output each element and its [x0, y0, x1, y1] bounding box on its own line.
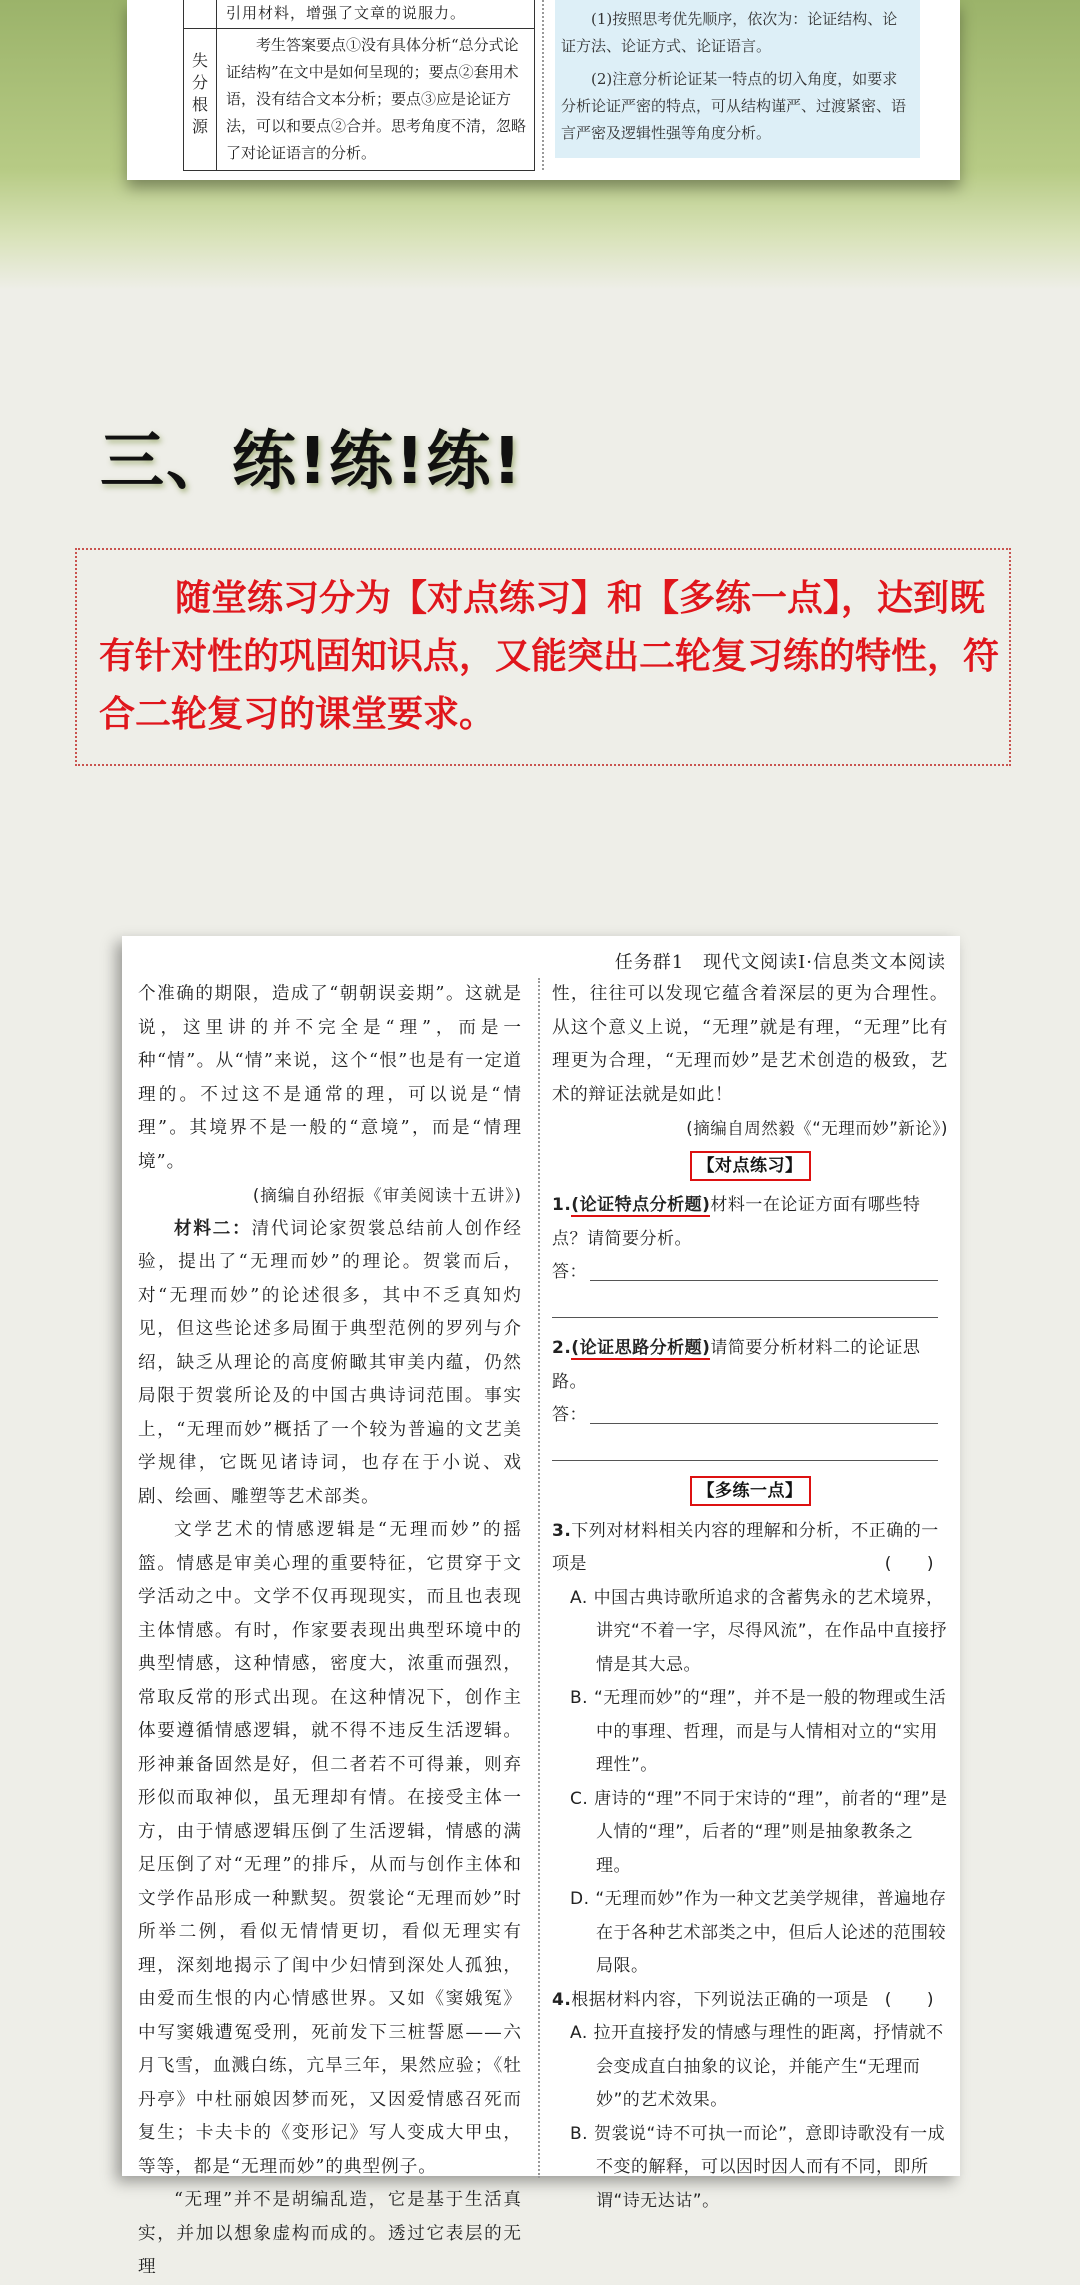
question-text: 根据材料内容，下列说法正确的一项是 — [571, 1989, 869, 2010]
source-citation: (摘编自孙绍振《审美阅读十五讲》) — [252, 1186, 522, 1205]
question-number: 4. — [552, 1989, 572, 2010]
option-b: B. “无理而妙”的“理”，并不是一般的物理或生活中的事理、哲理，而是与人情相对立的“实用理性”。 — [570, 1688, 947, 1775]
tip-2: (2)注意分析论证某一特点的切入角度，如要求分析论证严密的特点，可从结构谨严、过渡紧密、语言严密及逻辑性强等角度分析。 — [561, 70, 907, 142]
intro-text: 随堂练习分为【对点练习】和【多练一点】，达到既有针对性的巩固知识点，又能突出二轮复习练的特性，符合二轮复习的课堂要求。 — [99, 578, 1000, 735]
table-cell-text: 考生答案要点①没有具体分析“总分式论证结构”在文中是如何呈现的；要点②套用术语，没有结合文本分析；要点③应是论证方法，可以和要点②合并。思考角度不清，忽略了对论证语言的分析。 — [226, 36, 527, 162]
answer-field[interactable] — [552, 1399, 948, 1432]
material-label: 材料二： — [174, 1218, 252, 1239]
question-number: 1. — [552, 1195, 572, 1215]
paragraph: 文学艺术的情感逻辑是“无理而妙”的摇篮。情感是审美心理的重要特征，它贯穿于文学活动之中。文学不仅再现现实，而且也表现主体情感。有时，作家要表现出典型环境中的典型情感，这种情感，密度大，浓重而强烈，常取反常的形式出现。在这种情况下，创作主体要遵循情感逻辑，就不得不违反生活逻辑。形神兼备固然是好，但二者若不可得兼，则弃形似而取神似，虽无理却有情。在接受主体一方，由于情感逻辑压倒了生活逻辑，情感的满足压倒了对“无理”的排斥，从而与创作主体和文学作品形成一种默契。贺裳论“无理而妙”时所举二例，看似无情情更切，看似无理实有理，深刻地揭示了闺中少妇情到深处人孤独，由爱而生恨的内心情感世界。又如《窦娥冤》中写窦娥遭冤受刑，死前发下三桩誓愿——六月飞雪，血溅白练，亢旱三年，果然应验；《牡丹亭》中杜丽娘因梦而死，又因爱情感召死而复生；卡夫卡的《变形记》写人变成大甲虫，等等，都是“无理而妙”的典型例子。 — [138, 1520, 522, 2177]
exercise-page — [122, 936, 960, 2277]
answer-paren: ( ) — [884, 1989, 934, 2010]
answer-label: 答： — [552, 1405, 587, 1425]
option-c: C. 唐诗的“理”不同于宋诗的“理”，前者的“理”是人情的“理”，后者的“理”则是抽象教条之理。 — [570, 1788, 948, 1876]
answer-line[interactable] — [552, 1432, 938, 1461]
question-type: (论证思路分析题) — [571, 1338, 711, 1358]
error-analysis-table — [183, 0, 535, 171]
tag-wrap — [552, 1150, 948, 1184]
column-divider — [538, 978, 540, 2178]
question-3 — [552, 1515, 948, 1582]
tag-wrap — [552, 1475, 948, 1509]
question-type: (论证特点分析题) — [571, 1195, 711, 1215]
paragraph: 性，往往可以发现它蕴含着深层的更为合理性。从这个意义上说，“无理”就是有理，“无理”比有理更为合理，“无理而妙”是艺术创造的极致，艺术的辩证法就是如此！ — [552, 984, 948, 1105]
right-column — [552, 978, 948, 2218]
answer-field[interactable] — [552, 1256, 948, 1289]
question-1 — [552, 1189, 948, 1256]
question-text: 下列对材料相关内容的理解和分析，不正确的一项是 — [552, 1520, 939, 1574]
section-tag-targeted-practice: 【对点练习】 — [690, 1151, 811, 1181]
question-text: 材料一在论证方面有哪些特点？请简要分析。 — [552, 1195, 921, 1249]
intro-box — [75, 548, 1011, 766]
option-a: A. 拉开直接抒发的情感与理性的距离，抒情就不会变成直白抽象的议论，并能产生“无理而妙”的艺术效果。 — [570, 2023, 944, 2110]
paragraph: 个准确的期限，造成了“朝朝误妾期”。这就是说，这里讲的并不完全是“理”，而是一种“情”。从“情”来说，这个“恨”也是有一定道理的。不过这不是通常的理，可以说是“情理”。其境界不是一般的“意境”，而是“情理境”。 — [138, 984, 522, 1172]
answer-paren: ( ) — [884, 1554, 934, 1574]
answer-line — [590, 1423, 938, 1424]
source-citation: (摘编自周然毅《“无理而妙”新论》) — [686, 1119, 948, 1138]
answer-label: 答： — [552, 1262, 587, 1282]
question-4 — [552, 1984, 948, 2018]
column-divider — [542, 0, 544, 170]
option-d: D. “无理而妙”作为一种文艺美学规律，普遍地存在于各种艺术部类之中，但后人论述的范围较局限。 — [570, 1889, 947, 1976]
section-title: 三、练!练!练! — [100, 425, 524, 499]
option-b: B. 贺裳说“诗不可执一而论”，意即诗歌没有一成不变的解释，可以因时因人而有不同，即所谓“诗无达诂”。 — [570, 2123, 946, 2211]
left-column — [138, 978, 522, 2285]
running-head: 任务群1 现代文阅读Ⅰ·信息类文本阅读 — [614, 952, 946, 973]
section-tag-extra-practice: 【多练一点】 — [690, 1476, 811, 1506]
question-number: 3. — [552, 1520, 572, 1541]
answer-line[interactable] — [552, 1289, 938, 1318]
paragraph: “无理”并不是胡编乱造，它是基于生活真实，并加以想象虚构而成的。透过它表层的无理 — [138, 2190, 522, 2277]
option-a: A. 中国古典诗歌所追求的含蓄隽永的艺术境界，讲究“不着一字，尽得风流”，在作品中直接抒情是其大忌。 — [570, 1587, 948, 1675]
paragraph — [138, 1213, 522, 1515]
answer-line — [590, 1280, 938, 1281]
top-page-fragment — [127, 0, 960, 180]
question-text: 请简要分析材料二的论证思路。 — [552, 1338, 921, 1392]
paragraph-text: 清代词论家贺裳总结前人创作经验，提出了“无理而妙”的理论。贺裳而后，对“无理而妙”的论述很多，其中不乏真知灼见，但这些论述多局囿于典型范例的罗列与介绍，缺乏从理论的高度俯瞰其审美内蕴，仍然局限于贺裳所论及的中国古典诗词范围。事实上，“无理而妙”概括了一个较为普遍的文艺美学规律，它既见诸诗词，也存在于小说、戏剧、绘画、雕塑等艺术部类。 — [138, 1218, 522, 1507]
tips-box — [555, 0, 920, 158]
table-row-text: 引用材料，增强了文章的说服力。 — [226, 4, 467, 22]
question-2 — [552, 1332, 948, 1399]
question-number: 2. — [552, 1338, 572, 1358]
side-label: 失分根源 — [191, 51, 208, 136]
tip-1: (1)按照思考优先顺序，依次为：论证结构、论证方法、论证方式、论证语言。 — [561, 10, 898, 55]
